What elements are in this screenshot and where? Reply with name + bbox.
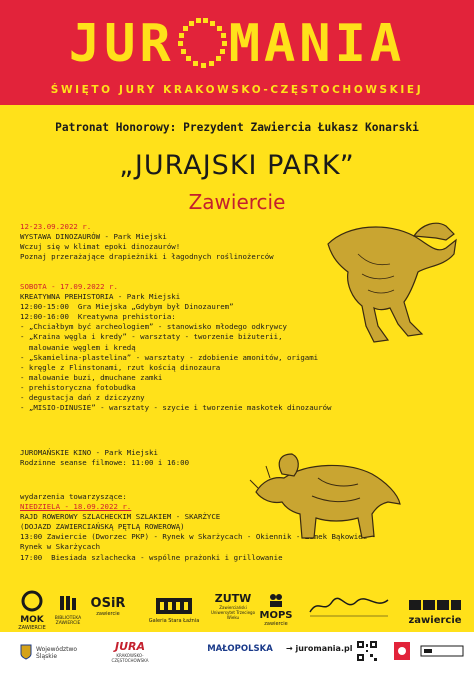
ornament-o-icon [175,16,229,70]
partner-logos [0,586,474,630]
zutw-logo: ZUTW Zawierciański Uniwersytet Trzeciego Wieku [210,592,256,620]
program-block-exhibition [20,222,274,262]
program-line: 13:00 Zawiercie (Dworzec PKP) - Rynek w Skarżycach - Okiennik - Zamek Bąkowiec - [20,532,376,542]
malopolska-logo: MAŁOPOLSKA [207,644,273,654]
event-city: Zawiercie [188,190,286,214]
juromania-logo [0,16,474,74]
trex-illustration [318,214,460,354]
zawiercie-logo: zawiercie [406,596,464,626]
mayor-signature-icon [304,594,394,622]
program-line: wydarzenia towarzyszące: [20,492,127,501]
header-subtitle: ŚWIĘTO JURY KRAKOWSKO-CZĘSTOCHOWSKIEJ [50,84,424,96]
silesia-eagle-icon [20,644,32,660]
osir-logo: OSiR zawiercie [90,596,126,617]
program-line: 12:00-16:00 Kreatywna prehistoria: [20,312,176,322]
program-line: JUROMAŃSKIE KINO - Park Miejski [20,448,158,457]
program-line: 12:00-15:00 Gra Miejska „Gdybym był Dinozaurem” [20,302,234,312]
program-line: 17:00 Biesiada szlachecka - wspólne prażonki i grillowanie [20,552,283,562]
logo-left-text: JUR [68,14,175,74]
triceratops-illustration [248,448,404,544]
people-icon [268,593,284,607]
program-line: Rynek w Skarżycach [20,542,101,552]
program-line: 12-23.09.2022 r. [20,222,92,231]
program-line: - „Kraina węgla i kredy” - warsztaty - tworzenie biżuterii, [20,332,283,342]
program-block-saturday [20,282,331,413]
program-line: Poznaj przerażające drapieżniki i łagodnych roślinożerców [20,252,274,262]
header-banner [0,0,474,105]
logo-right-text: MANIA [228,14,406,74]
program-line: malowanie węglem i kredą [20,342,136,352]
qr-code-icon [356,640,378,662]
city-crest-icon [407,599,463,611]
event-title: „JURAJSKI PARK” [119,150,355,181]
program-line: - malowanie buzi, dmuchane zamki [20,372,163,382]
program-line: KREATYWNA PREHISTORIA - Park Miejski [20,292,181,302]
books-icon [58,594,78,612]
sponsors-strip [0,632,474,681]
jura-logo: JURA KRAKOWSKO-CZĘSTOCHOWSKA [111,640,149,663]
program-line: - degustacja dań z dziczyzny [20,393,145,403]
woj-label: Województwo Śląskie [36,646,78,660]
partner-logo-icon [420,644,464,658]
program-line: WYSTAWA DINOZAURÓW - Park Miejski [20,232,167,242]
mok-logo: MOK ZAWIERCIE [14,590,50,631]
website-link[interactable]: → juromania.pl [286,644,353,653]
building-icon [154,592,194,614]
program-line: NIEDZIELA - 18.09.2022 r. [20,502,132,512]
biblioteka-logo: BIBLIOTEKA ZAWIERCIE [50,594,86,626]
program-line: - „Skamielina-plastelina” - warsztaty - zdobienie amonitów, origami [20,352,319,362]
program-line: - prehistoryczna fotobudka [20,382,136,392]
program-line: RAJD ROWEROWY SZLACHECKIM SZLAKIEM - SKARŻYCE [20,512,221,522]
program-line: - kręgle z Flinstonami, rzut kością dinozaura [20,362,221,372]
program-line: SOBOTA - 17.09.2022 r. [20,282,118,291]
program-line: - „Chciałbym być archeologiem” - stanowisko młodego odkrywcy [20,322,287,332]
partner-badge-icon [392,640,412,662]
mok-icon [21,590,43,612]
program-line: Rodzinne seanse filmowe: 11:00 i 16:00 [20,458,190,468]
program-line: (DOJAZD ZAWIERCIAŃSKĄ PĘTLĄ ROWEROWĄ) [20,522,185,532]
program-block-cinema [20,448,189,468]
mops-logo: MOPS zawiercie [258,592,294,627]
patron-line: Patronat Honorowy: Prezydent Zawiercia Łukasz Konarski [55,121,419,134]
galeria-logo: Galeria Stara Łaźnia [146,592,202,624]
program-line: Wczuj się w klimat epoki dinozaurów! [20,242,181,252]
program-line: - „MISIO-DINUSIE” - warsztaty - szycie i tworzenie maskotek dinozaurów [20,403,332,413]
